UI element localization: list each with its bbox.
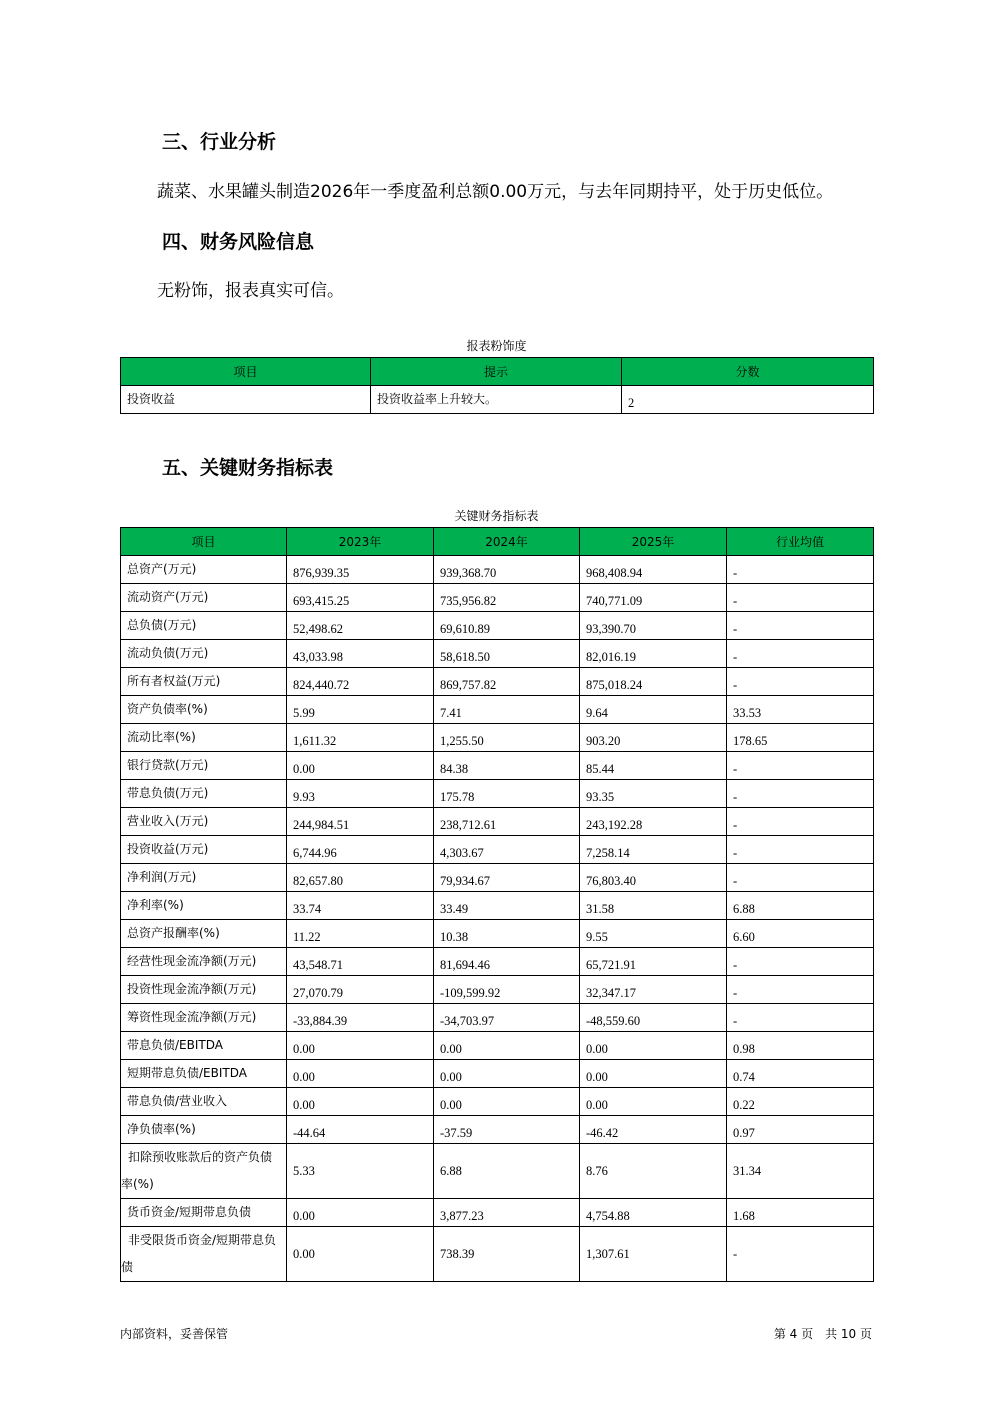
cell-industry-avg: - [727, 1227, 874, 1282]
cell-industry-avg: 6.60 [727, 920, 874, 948]
cell-2025: 32,347.17 [580, 976, 727, 1004]
cell-industry-avg: 178.65 [727, 724, 874, 752]
cell-2024: 79,934.67 [434, 864, 580, 892]
cell-industry-avg: 0.22 [727, 1088, 874, 1116]
cell-2024: -37.59 [434, 1116, 580, 1144]
cell-industry-avg: 0.98 [727, 1032, 874, 1060]
cell-item: 净负债率(%) [121, 1116, 287, 1144]
cell-2024: 175.78 [434, 780, 580, 808]
cell-item: 总资产(万元) [121, 556, 287, 584]
cell-industry-avg: - [727, 556, 874, 584]
cell-item: 净利润(万元) [121, 864, 287, 892]
cell-2025: 93.35 [580, 780, 727, 808]
cell-2024: 735,956.82 [434, 584, 580, 612]
cell-2024: 6.88 [434, 1144, 580, 1199]
cell-item: 总负债(万元) [121, 612, 287, 640]
cell-2023: 52,498.62 [287, 612, 434, 640]
cell-2024: 33.49 [434, 892, 580, 920]
cell-industry-avg: - [727, 976, 874, 1004]
table-row [121, 1060, 874, 1088]
cell-industry-avg: - [727, 780, 874, 808]
table-row [121, 892, 874, 920]
table-row [121, 752, 874, 780]
table-row [121, 668, 874, 696]
cell-item: 资产负债率(%) [121, 696, 287, 724]
window-dressing-caption: 报表粉饰度 [466, 339, 527, 353]
cell-item: 非受限货币资金/短期带息负债 [121, 1227, 287, 1282]
cell-industry-avg: - [727, 864, 874, 892]
cell-2024: 69,610.89 [434, 612, 580, 640]
table-row [121, 1116, 874, 1144]
header-industry-avg: 行业均值 [727, 528, 874, 556]
header-item: 项目 [121, 528, 287, 556]
cell-hint: 投资收益率上升较大。 [371, 386, 622, 414]
table-row [121, 948, 874, 976]
cell-2025: 65,721.91 [580, 948, 727, 976]
cell-2023: 43,033.98 [287, 640, 434, 668]
table-row [121, 1144, 874, 1199]
header-2024: 2024年 [434, 528, 580, 556]
cell-industry-avg: 6.88 [727, 892, 874, 920]
cell-industry-avg: 31.34 [727, 1144, 874, 1199]
cell-item: 流动比率(%) [121, 724, 287, 752]
cell-item: 货币资金/短期带息负债 [121, 1199, 287, 1227]
cell-item: 带息负债(万元) [121, 780, 287, 808]
header-2023: 2023年 [287, 528, 434, 556]
table-row [121, 1032, 874, 1060]
cell-2024: 0.00 [434, 1060, 580, 1088]
cell-2025: 243,192.28 [580, 808, 727, 836]
cell-2025: 93,390.70 [580, 612, 727, 640]
cell-item: 投资收益(万元) [121, 836, 287, 864]
cell-industry-avg: - [727, 752, 874, 780]
cell-item: 带息负债/营业收入 [121, 1088, 287, 1116]
cell-item: 银行贷款(万元) [121, 752, 287, 780]
cell-2024: 58,618.50 [434, 640, 580, 668]
cell-industry-avg: - [727, 836, 874, 864]
cell-industry-avg: - [727, 668, 874, 696]
footer-page-number: 第 4 页 共 10 页 [773, 1327, 872, 1341]
cell-2023: 1,611.32 [287, 724, 434, 752]
cell-2025: 8.76 [580, 1144, 727, 1199]
cell-2023: 11.22 [287, 920, 434, 948]
cell-industry-avg: - [727, 612, 874, 640]
table-row [121, 612, 874, 640]
cell-2023: 43,548.71 [287, 948, 434, 976]
cell-2025: 0.00 [580, 1060, 727, 1088]
table-row [121, 640, 874, 668]
cell-industry-avg: - [727, 948, 874, 976]
table-row [121, 1227, 874, 1282]
cell-2023: 27,070.79 [287, 976, 434, 1004]
cell-2025: 85.44 [580, 752, 727, 780]
header-score: 分数 [622, 358, 874, 386]
cell-2025: -48,559.60 [580, 1004, 727, 1032]
table-row [121, 920, 874, 948]
cell-2023: 0.00 [287, 1060, 434, 1088]
section-4-text: 无粉饰，报表真实可信。 [157, 281, 344, 301]
cell-item: 流动负债(万元) [121, 640, 287, 668]
cell-2023: 824,440.72 [287, 668, 434, 696]
table-row [121, 1088, 874, 1116]
cell-2023: 244,984.51 [287, 808, 434, 836]
cell-2024: 0.00 [434, 1032, 580, 1060]
section-4-title: 四、财务风险信息 [162, 231, 315, 253]
cell-item: 扣除预收账款后的资产负债率(%) [121, 1144, 287, 1199]
cell-2025: 31.58 [580, 892, 727, 920]
table-row [121, 1004, 874, 1032]
cell-2025: 82,016.19 [580, 640, 727, 668]
cell-item: 净利率(%) [121, 892, 287, 920]
section-3-title: 三、行业分析 [162, 131, 277, 153]
cell-2024: -109,599.92 [434, 976, 580, 1004]
cell-2025: 1,307.61 [580, 1227, 727, 1282]
cell-2025: 0.00 [580, 1088, 727, 1116]
cell-2025: 7,258.14 [580, 836, 727, 864]
cell-2023: 82,657.80 [287, 864, 434, 892]
table-row [121, 976, 874, 1004]
cell-2024: 3,877.23 [434, 1199, 580, 1227]
cell-2023: -44.64 [287, 1116, 434, 1144]
cell-2024: 10.38 [434, 920, 580, 948]
cell-2023: 9.93 [287, 780, 434, 808]
cell-2024: 4,303.67 [434, 836, 580, 864]
cell-industry-avg: 33.53 [727, 696, 874, 724]
key-metrics-caption: 关键财务指标表 [454, 509, 539, 523]
cell-item: 投资性现金流净额(万元) [121, 976, 287, 1004]
cell-2024: 7.41 [434, 696, 580, 724]
section-3-text: 蔬菜、水果罐头制造2026年一季度盈利总额0.00万元，与去年同期持平，处于历史低位。 [157, 182, 834, 202]
table-row [121, 864, 874, 892]
footer-confidential: 内部资料，妥善保管 [120, 1327, 229, 1341]
section-5-title: 五、关键财务指标表 [162, 457, 334, 479]
cell-2024: 81,694.46 [434, 948, 580, 976]
cell-2023: 6,744.96 [287, 836, 434, 864]
cell-industry-avg: - [727, 584, 874, 612]
table-row [121, 724, 874, 752]
cell-industry-avg: 0.97 [727, 1116, 874, 1144]
window-dressing-table [120, 357, 874, 414]
cell-2025: 9.64 [580, 696, 727, 724]
table-row [121, 1199, 874, 1227]
cell-2025: 76,803.40 [580, 864, 727, 892]
cell-item: 经营性现金流净额(万元) [121, 948, 287, 976]
table-row [121, 386, 874, 414]
cell-2024: -34,703.97 [434, 1004, 580, 1032]
table-row [121, 836, 874, 864]
cell-2023: 5.33 [287, 1144, 434, 1199]
cell-2024: 84.38 [434, 752, 580, 780]
cell-industry-avg: - [727, 808, 874, 836]
table-row [121, 696, 874, 724]
cell-2024: 0.00 [434, 1088, 580, 1116]
table-row [121, 780, 874, 808]
cell-2023: 876,939.35 [287, 556, 434, 584]
cell-2025: 875,018.24 [580, 668, 727, 696]
cell-2024: 238,712.61 [434, 808, 580, 836]
cell-2023: -33,884.39 [287, 1004, 434, 1032]
cell-industry-avg: 0.74 [727, 1060, 874, 1088]
cell-item: 筹资性现金流净额(万元) [121, 1004, 287, 1032]
table-row [121, 808, 874, 836]
cell-item: 所有者权益(万元) [121, 668, 287, 696]
cell-industry-avg: 1.68 [727, 1199, 874, 1227]
cell-2024: 738.39 [434, 1227, 580, 1282]
cell-item: 营业收入(万元) [121, 808, 287, 836]
cell-2025: 968,408.94 [580, 556, 727, 584]
cell-2023: 0.00 [287, 1032, 434, 1060]
cell-2023: 0.00 [287, 752, 434, 780]
cell-2025: 4,754.88 [580, 1199, 727, 1227]
cell-2025: 903.20 [580, 724, 727, 752]
cell-industry-avg: - [727, 640, 874, 668]
cell-2023: 5.99 [287, 696, 434, 724]
header-2025: 2025年 [580, 528, 727, 556]
cell-2025: 9.55 [580, 920, 727, 948]
header-item: 项目 [121, 358, 371, 386]
cell-item: 带息负债/EBITDA [121, 1032, 287, 1060]
cell-item: 投资收益 [121, 386, 371, 414]
cell-2025: 740,771.09 [580, 584, 727, 612]
cell-2024: 1,255.50 [434, 724, 580, 752]
cell-industry-avg: - [727, 1004, 874, 1032]
cell-2025: -46.42 [580, 1116, 727, 1144]
cell-item: 流动资产(万元) [121, 584, 287, 612]
table-row [121, 556, 874, 584]
cell-2023: 693,415.25 [287, 584, 434, 612]
cell-2023: 0.00 [287, 1227, 434, 1282]
header-hint: 提示 [371, 358, 622, 386]
cell-2023: 0.00 [287, 1088, 434, 1116]
cell-item: 短期带息负债/EBITDA [121, 1060, 287, 1088]
cell-2023: 33.74 [287, 892, 434, 920]
cell-2025: 0.00 [580, 1032, 727, 1060]
cell-item: 总资产报酬率(%) [121, 920, 287, 948]
cell-2023: 0.00 [287, 1199, 434, 1227]
cell-2024: 939,368.70 [434, 556, 580, 584]
cell-2024: 869,757.82 [434, 668, 580, 696]
cell-score: 2 [622, 386, 874, 414]
table-row [121, 584, 874, 612]
key-metrics-table [120, 527, 874, 1282]
